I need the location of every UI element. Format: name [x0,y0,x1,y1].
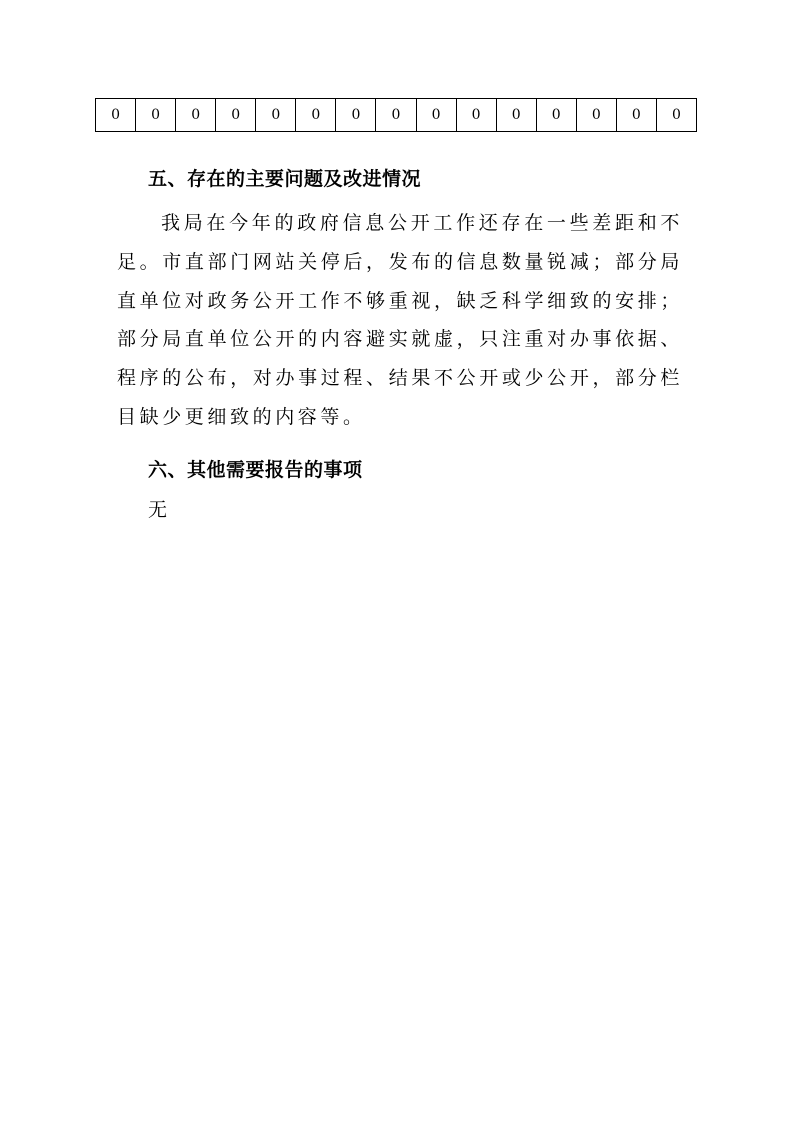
table-cell: 0 [616,99,656,132]
table-cell: 0 [456,99,496,132]
table-row [96,99,697,132]
section-body-other-matters: 无 [148,499,168,521]
table-cell: 0 [96,99,136,132]
table-cell: 0 [136,99,176,132]
table-cell: 0 [416,99,456,132]
table-cell: 0 [176,99,216,132]
table-cell: 0 [216,99,256,132]
table-cell: 0 [296,99,336,132]
table-cell: 0 [256,99,296,132]
table-cell: 0 [496,99,536,132]
table-cell: 0 [536,99,576,132]
table-cell: 0 [576,99,616,132]
table-cell: 0 [336,99,376,132]
section-body-problems: 我局在今年的政府信息公开工作还存在一些差距和不足。市直部门网站关停后，发布的信息数量锐减；部分局直单位对政务公开工作不够重视，缺乏科学细致的安排；部分局直单位公开的内容避实就虚，只注重对办事依据、程序的公布，对办事过程、结果不公开或少公开，部分栏目缺少更细致的内容等。 [117,212,683,428]
data-table-row [95,98,697,132]
table-cell: 0 [656,99,696,132]
section-heading-other-matters: 六、其他需要报告的事项 [148,459,363,481]
section-heading-problems: 五、存在的主要问题及改进情况 [148,168,422,190]
table-cell: 0 [376,99,416,132]
